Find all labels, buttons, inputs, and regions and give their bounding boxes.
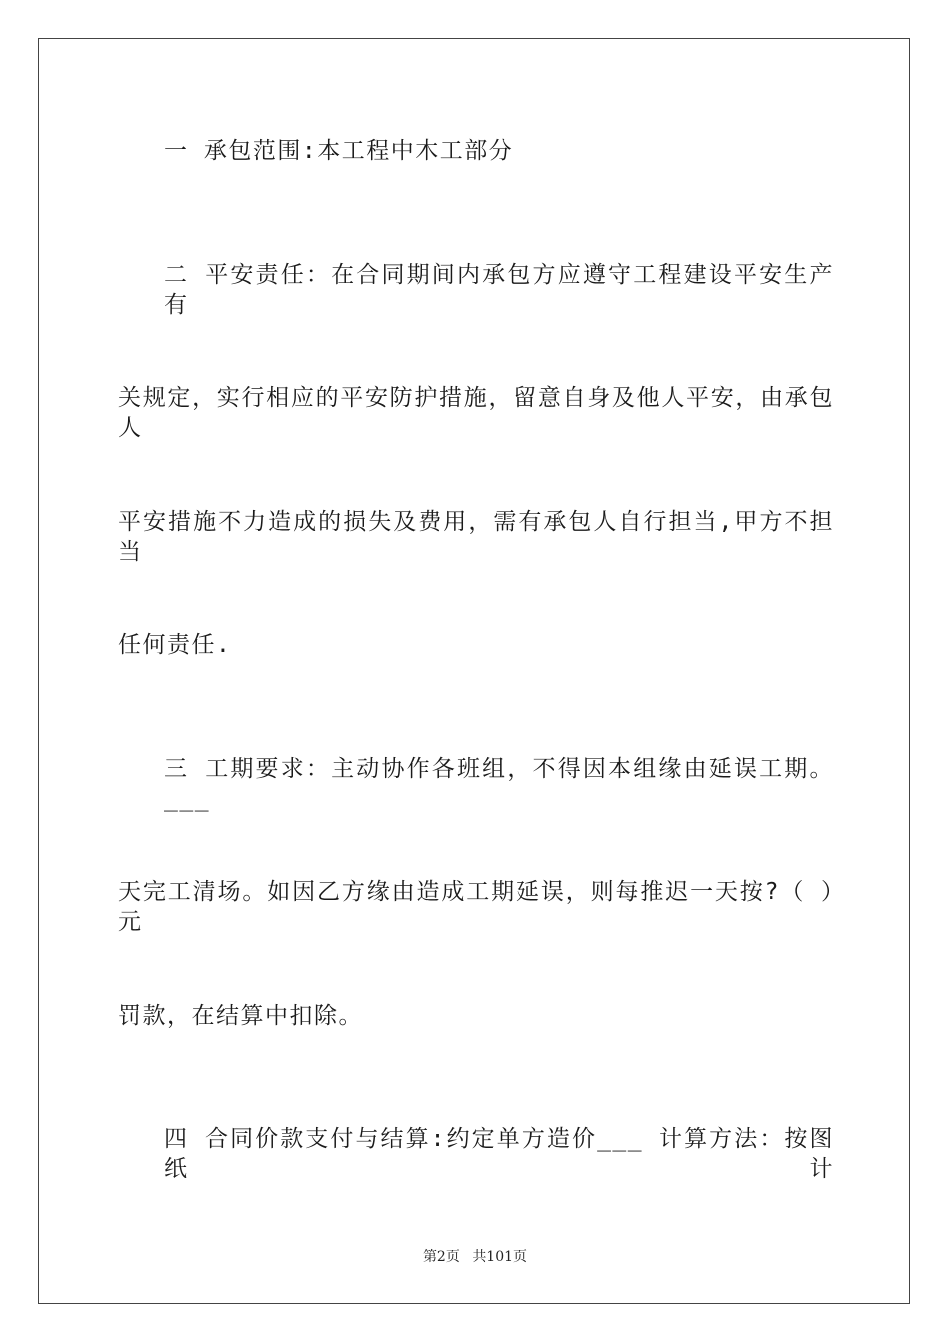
text-line-scope: 一 承包范围:本工程中木工部分 [164,138,514,164]
text-line-payment-1: 四 合同价款支付与结算:约定单方造价___ 计算方法：按图纸计 [164,1126,834,1182]
page-footer [0,1246,950,1266]
text-line-safety-2: 关规定，实行相应的平安防护措施，留意自身及他人平安，由承包人 [118,385,834,441]
page-total: 共101页 [472,1249,528,1265]
text-line-schedule-1: 三 工期要求：主动协作各班组，不得因本组缘由延误工期。___ [164,756,834,812]
page-number: 第2页 [422,1249,460,1265]
text-line-safety-3: 平安措施不力造成的损失及费用，需有承包人自行担当,甲方不担当 [118,509,834,565]
text-line-safety-4: 任何责任. [118,632,232,658]
text-line-safety-1: 二 平安责任：在合同期间内承包方应遵守工程建设平安生产有 [164,262,834,318]
page-border [38,38,910,1304]
text-line-schedule-2: 天完工清场。如因乙方缘由造成工期延误，则每推迟一天按?（ ）元 [118,879,834,935]
text-line-schedule-3: 罚款，在结算中扣除。 [118,1003,363,1029]
